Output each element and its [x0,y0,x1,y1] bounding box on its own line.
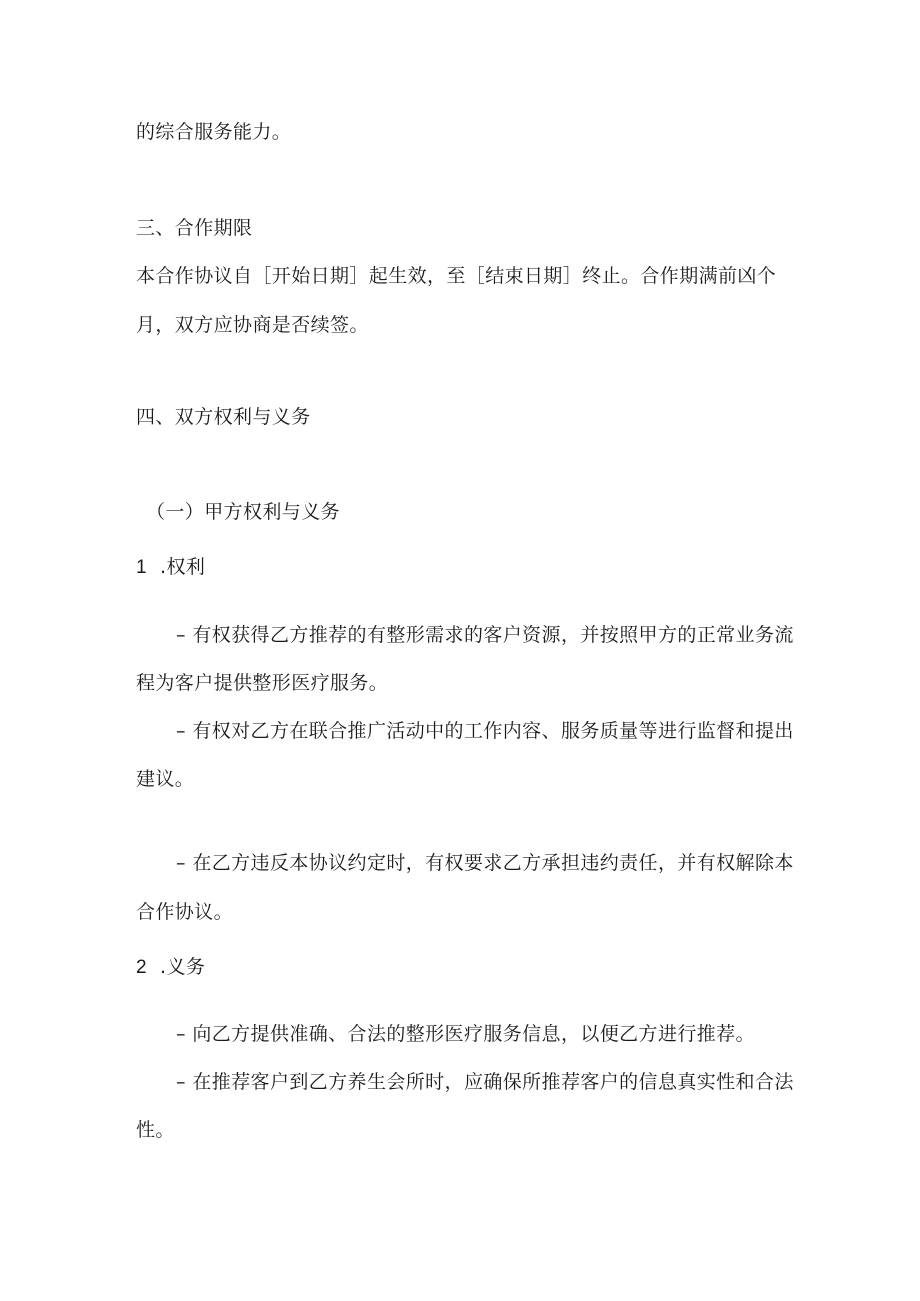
section-3-paragraph-line-1: 本合作协议自［开始日期］起生效，至［结束日期］终止。合作期满前凶个 [136,265,777,287]
obligations-number: 2 [136,957,147,978]
section-4-heading: 四、双方权利与义务 [136,406,311,428]
section-3-paragraph-line-2: 月，双方应协商是否续签。 [136,314,369,336]
rights-heading [136,555,205,580]
rights-item-2-line-2: 建议。 [136,768,195,790]
subsection-1-heading: （一）甲方权利与义务 [146,501,341,523]
rights-item-1-line-2: 程为客户提供整形医疗服务。 [136,672,389,694]
rights-title: .权利 [160,556,206,578]
obligations-item-1-line-1: – 向乙方提供准确、合法的整形医疗服务信息，以便乙方进行推荐。 [176,1023,755,1045]
rights-item-1-line-1: – 有权获得乙方推荐的有整形需求的客户资源，并按照甲方的正常业务流 [176,624,794,646]
obligations-title: .义务 [160,956,206,978]
rights-number: 1 [136,557,147,578]
rights-item-3-line-2: 合作协议。 [136,901,234,923]
obligations-item-2-line-1: – 在推荐客户到乙方养生会所时，应确保所推荐客户的信息真实性和合法 [176,1071,794,1093]
rights-item-3-line-1: – 在乙方违反本协议约定时，有权要求乙方承担违约责任，并有权解除本 [176,852,794,874]
rights-item-2-line-1: – 有权对乙方在联合推广活动中的工作内容、服务质量等进行监督和提出 [176,720,794,742]
obligations-item-2-line-2: 性。 [136,1119,175,1141]
section-3-heading: 三、合作期限 [136,217,253,239]
intro-tail-text: 的综合服务能力。 [136,121,292,143]
obligations-heading [136,955,205,980]
